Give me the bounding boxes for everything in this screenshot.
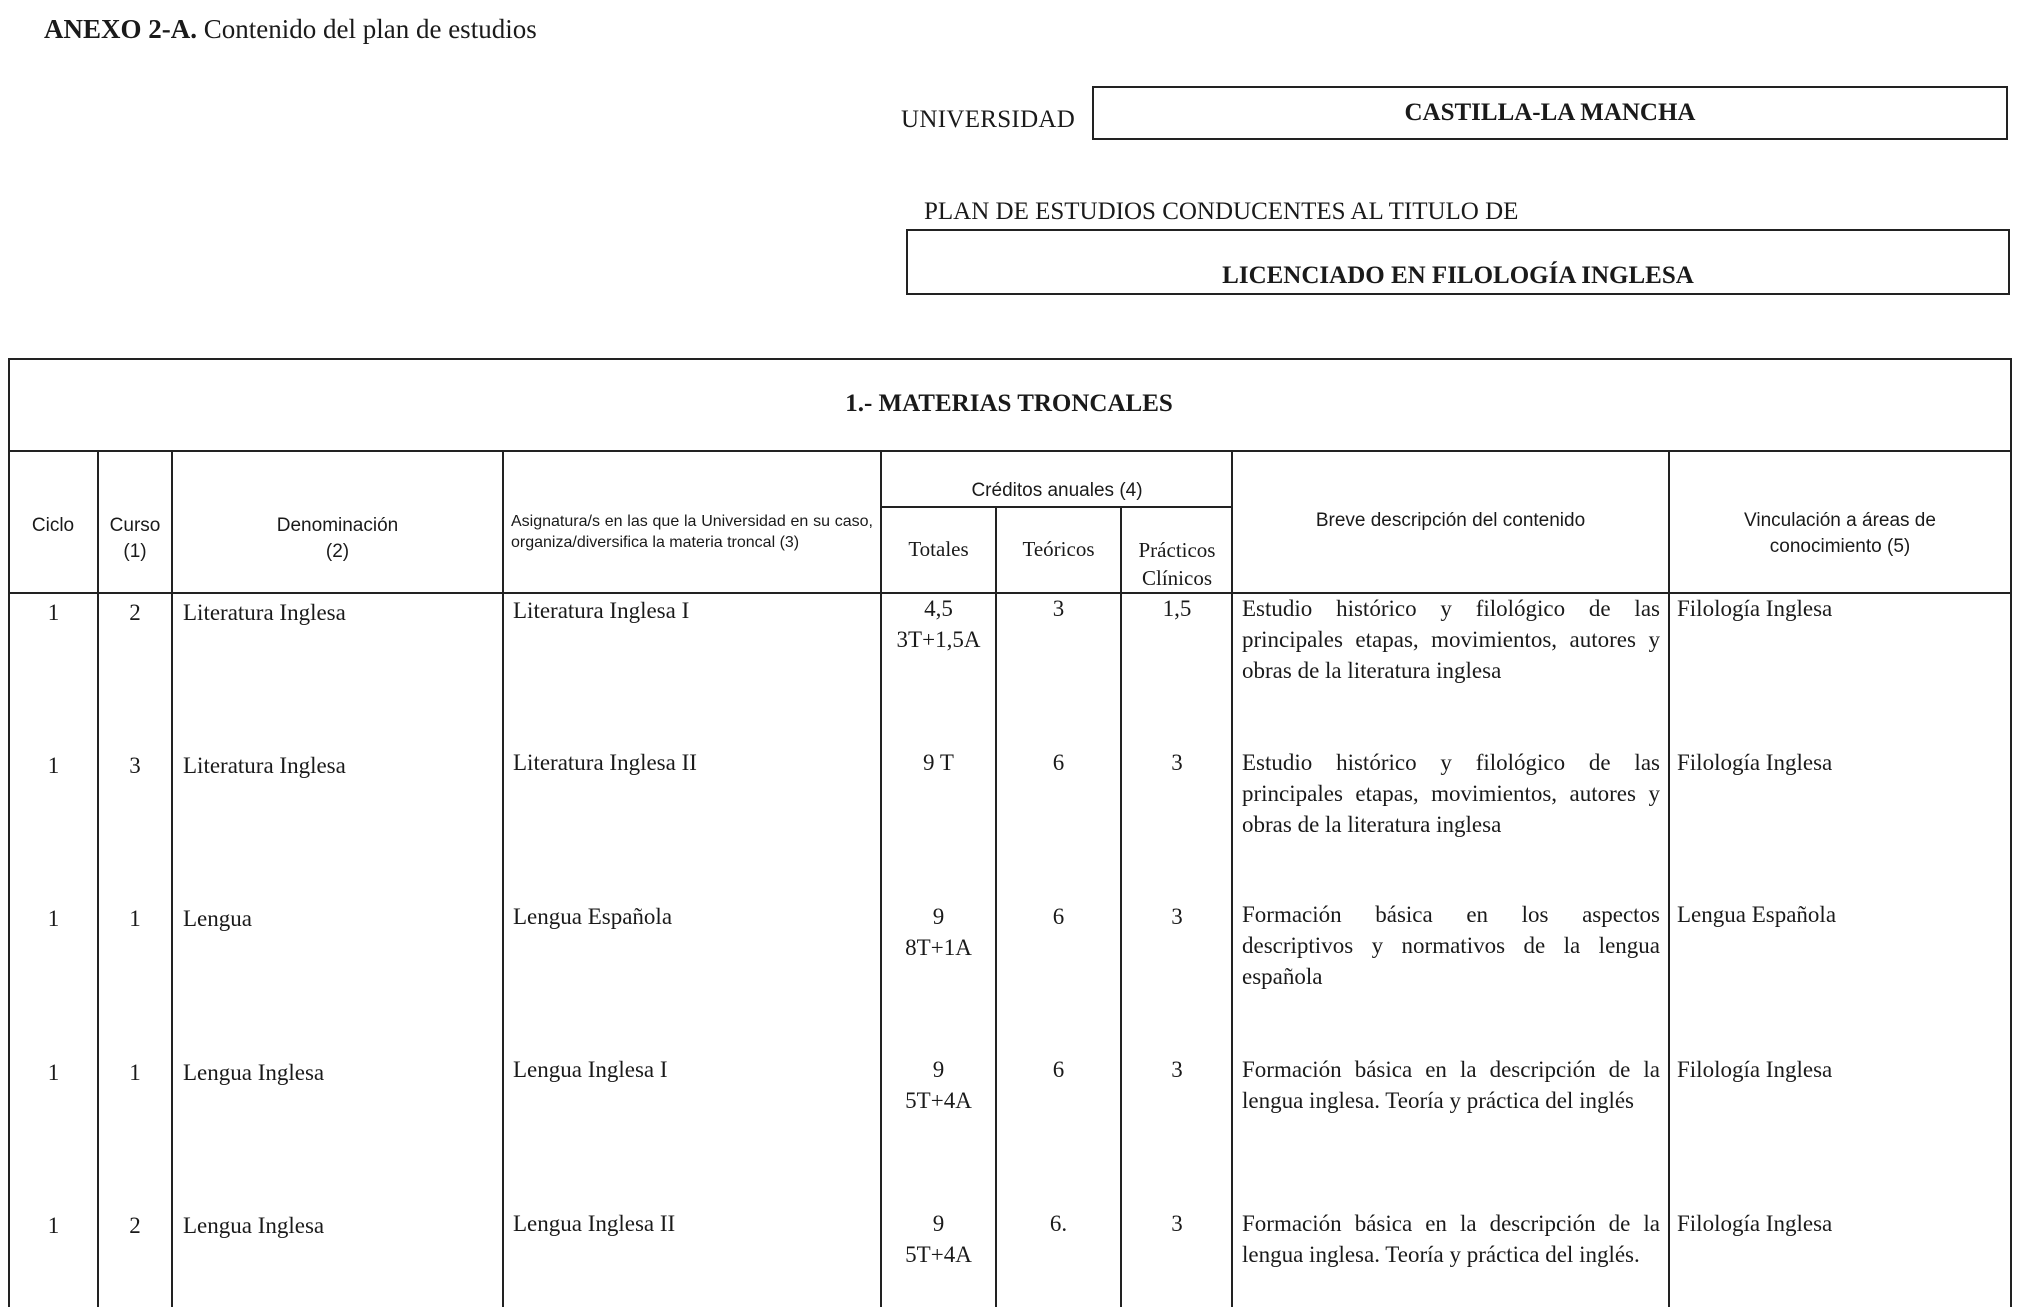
header-totales: Totales — [908, 537, 969, 561]
cell-practicos: 3 — [1171, 1211, 1183, 1236]
cell-descripcion: Formación básica en la descripción de la lengua inglesa. Teoría y práctica del inglés — [1242, 1057, 1660, 1113]
cell-ciclo: 1 — [47, 600, 60, 625]
cell-totales-value: 9 — [932, 904, 945, 929]
university-label: UNIVERSIDAD — [901, 106, 1076, 133]
header-practicos — [1122, 536, 1232, 592]
header-vinculacion — [1670, 508, 2010, 560]
annex-title: Contenido del plan de estudios — [197, 14, 537, 44]
header-asignaturas: Asignatura/s en las que la Universidad en su caso, organiza/diversifica la materia troncal (3) — [511, 513, 873, 551]
col-divider — [1668, 450, 1670, 1307]
cell-practicos: 1,5 — [1162, 596, 1192, 621]
cell-denominacion: Literatura Inglesa — [183, 600, 346, 625]
cell-practicos: 3 — [1171, 750, 1183, 775]
cell-asignatura: Lengua Inglesa I — [513, 1057, 668, 1082]
cell-practicos: 3 — [1171, 1057, 1183, 1082]
cell-descripcion: Formación básica en los aspectos descriptivos y normativos de la lengua española — [1242, 902, 1660, 989]
cell-totales — [882, 901, 995, 963]
header-teoricos: Teóricos — [1022, 537, 1095, 561]
col-divider — [880, 450, 882, 1307]
header-denominacion — [173, 513, 502, 565]
cell-vinculacion: Filología Inglesa — [1677, 1057, 1833, 1082]
cell-asignatura: Literatura Inglesa II — [513, 750, 697, 775]
cell-practicos: 3 — [1171, 904, 1183, 929]
cell-asignatura: Literatura Inglesa I — [513, 598, 690, 623]
col-divider — [502, 450, 504, 1307]
credits-rule — [880, 506, 1232, 508]
cell-totales-value: 9 — [932, 1211, 945, 1236]
cell-asignatura: Lengua Inglesa II — [513, 1211, 676, 1236]
cell-denominacion: Lengua Inglesa — [183, 1060, 325, 1085]
cell-teoricos: 6 — [1052, 750, 1065, 775]
section-title: 1.- MATERIAS TRONCALES — [845, 390, 1173, 417]
cell-vinculacion: Filología Inglesa — [1677, 750, 1833, 775]
cell-ciclo: 1 — [47, 753, 60, 778]
cell-totales — [882, 1054, 995, 1116]
plan-label: PLAN DE ESTUDIOS CONDUCENTES AL TITULO DE — [924, 198, 1519, 225]
outer-left-border — [8, 358, 10, 1307]
header-ciclo: Ciclo — [31, 515, 75, 536]
document-title — [44, 14, 537, 45]
header-denominacion-note: (2) — [325, 541, 350, 562]
cell-teoricos: 6 — [1052, 1057, 1065, 1082]
cell-teoricos: 6 — [1052, 904, 1065, 929]
header-practicos-line1: Prácticos — [1138, 538, 1216, 562]
cell-totales-value: 4,5 — [924, 596, 953, 621]
cell-totales-breakdown: 5T+4A — [905, 1088, 972, 1113]
header-vinculacion-line1: Vinculación a áreas de — [1744, 510, 1936, 531]
cell-descripcion: Formación básica en la descripción de la lengua inglesa. Teoría y práctica del inglés. — [1242, 1211, 1660, 1267]
degree-title-box: LICENCIADO EN FILOLOGÍA INGLESA — [906, 229, 2010, 295]
cell-totales — [882, 1208, 995, 1270]
cell-descripcion: Estudio histórico y filológico de las principales etapas, movimientos, autores y obras de la literatura inglesa — [1242, 750, 1660, 837]
cell-totales-breakdown: 3T+1,5A — [896, 627, 981, 652]
cell-denominacion: Lengua Inglesa — [183, 1213, 325, 1238]
cell-ciclo: 1 — [47, 1213, 60, 1238]
cell-totales-value: 9 — [932, 1057, 945, 1082]
cell-curso: 3 — [129, 753, 141, 778]
cell-curso: 1 — [129, 1060, 141, 1085]
cell-curso: 2 — [129, 1213, 141, 1238]
cell-curso: 1 — [129, 906, 141, 931]
header-vinculacion-line2: conocimiento (5) — [1769, 536, 1911, 557]
header-creditos: Créditos anuales (4) — [971, 480, 1143, 501]
cell-denominacion: Lengua — [183, 906, 252, 931]
col-divider — [171, 450, 173, 1307]
cell-totales — [882, 747, 995, 778]
cell-vinculacion: Filología Inglesa — [1677, 1211, 1833, 1236]
cell-ciclo: 1 — [47, 906, 60, 931]
header-top-rule — [8, 450, 2012, 452]
outer-right-border — [2010, 358, 2012, 1307]
header-practicos-line2: Clínicos — [1141, 566, 1212, 590]
col-divider — [97, 450, 99, 1307]
cell-totales — [882, 593, 995, 655]
cell-ciclo: 1 — [47, 1060, 60, 1085]
cell-asignatura: Lengua Española — [513, 904, 673, 929]
header-descripcion: Breve descripción del contenido — [1315, 510, 1586, 531]
cell-totales-breakdown: 8T+1A — [905, 935, 972, 960]
cell-totales-value: 9 T — [923, 750, 954, 775]
annex-number: ANEXO 2-A. — [44, 14, 197, 44]
cell-teoricos: 6. — [1049, 1211, 1068, 1236]
header-curso-note: (1) — [123, 541, 147, 562]
cell-denominacion: Literatura Inglesa — [183, 753, 346, 778]
header-curso-label: Curso — [109, 515, 161, 536]
cell-descripcion: Estudio histórico y filológico de las principales etapas, movimientos, autores y obras de la literatura inglesa — [1242, 596, 1660, 683]
cell-vinculacion: Lengua Española — [1677, 902, 1837, 927]
university-name-box: CASTILLA-LA MANCHA — [1092, 86, 2008, 140]
cell-vinculacion: Filología Inglesa — [1677, 596, 1833, 621]
cell-curso: 2 — [129, 600, 141, 625]
header-curso — [99, 513, 171, 565]
header-denominacion-label: Denominación — [276, 515, 399, 536]
cell-teoricos: 3 — [1052, 596, 1065, 621]
cell-totales-breakdown: 5T+4A — [905, 1242, 972, 1267]
